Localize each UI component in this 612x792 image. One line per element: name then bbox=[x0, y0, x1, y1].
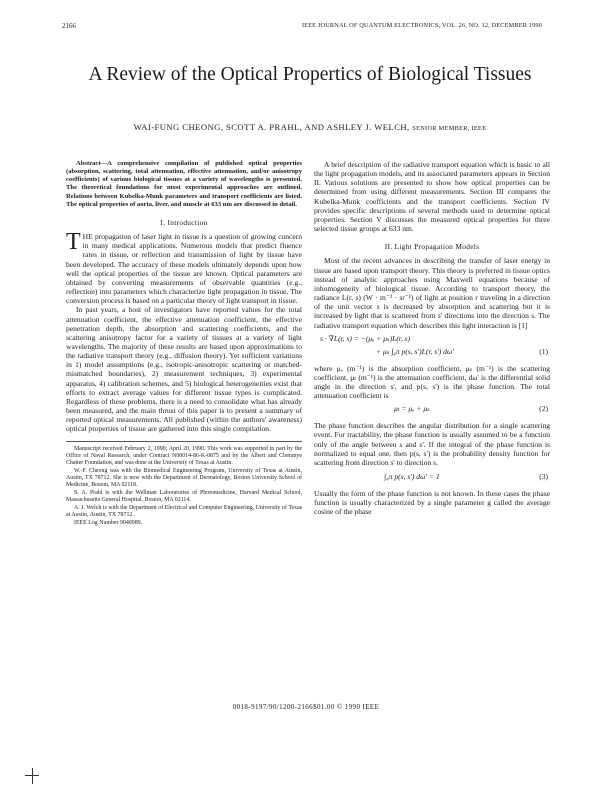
footnote-welch: A. J. Welch is with the Department of Electrical and Computer Engineering, University of Texas at Austin, Austin, TX 78712. bbox=[66, 505, 302, 519]
journal-running-header: IEEE JOURNAL OF QUANTUM ELECTRONICS, VOL. 26, NO. 12, DECEMBER 1990 bbox=[301, 22, 542, 29]
footnotes bbox=[66, 441, 302, 528]
drop-cap: T bbox=[66, 229, 81, 256]
footnote-manuscript: Manuscript received February 2, 1990; April 20, 1990. This work was supported in part by the Office of Naval Research, under Contract N00014-86-K-0875 and by the Albert and Clemmye Chatter Foundation, and was done at the University of Texas at Austin. bbox=[66, 445, 302, 466]
page-number: 2166 bbox=[62, 22, 76, 30]
coefficients-paragraph: where μₐ (m⁻¹) is the absorption coefficient, μₛ (m⁻¹) is the scattering coefficient, μₜ (m⁻¹) is the attenuation coefficient, dω' is the differential solid angle in the direction s', and p(s, s') is the phase function. The total attenuation coefficient is bbox=[314, 363, 550, 401]
overview-paragraph: A brief description of the radiative transport equation which is basic to all the light propagation models, and its associated parameters appears in Section II. Various solutions are presented to show how optical properties can be determined from using different measurements. Section III compares the Kubelka-Munk coefficients and the transport coefficients. Section IV provides specific descriptions of several methods used to determine optical properties. Section V discusses the measured optical properties for three selected tissue groups at 633 nm. bbox=[314, 160, 550, 234]
equation-3-number: (3) bbox=[539, 472, 548, 482]
equation-1-number: (1) bbox=[539, 346, 548, 356]
author-names: WAI-FUNG CHEONG, SCOTT A. PRAHL, AND ASHLEY J. WELCH, bbox=[133, 122, 410, 132]
footnote-cheong: W.-F. Cheong was with the Biomedical Engineering Program, University of Texas at Austin, Austin, TX 78712. She is now with the Department of Dermatology, Boston University School of Medicine, Boston, MA 02118. bbox=[66, 467, 302, 488]
equation-2-number: (2) bbox=[539, 404, 548, 414]
equation-3-body: ∫₄π p(s, s') dω' = 1 bbox=[384, 472, 440, 482]
section-heading-light-propagation: II. Light Propagation Models bbox=[384, 242, 480, 252]
right-column bbox=[314, 160, 550, 517]
equation-1 bbox=[314, 334, 550, 360]
left-column bbox=[66, 160, 302, 529]
intro-paragraph-1 bbox=[66, 229, 302, 306]
section-heading-introduction: I. Introduction bbox=[160, 217, 208, 227]
equation-1-lhs: s · ∇L(r, s) = −(μₐ + μₛ)L(r, s) bbox=[320, 333, 411, 343]
copyright-line: 0018-9197/90/1200-2166$01.00 © 1990 IEEE bbox=[232, 703, 380, 711]
intro-paragraph-2: In past years, a host of investigators have reported values for the total attenuation coefficient, the effective attenuation coefficient, the effective penetration depth, the absorption and scattering coefficients, and the scattering anisotropy factor for a variety of tissues at a variety of light wavelengths. The majority of these results are based upon approximations to the radiative transport theory (e.g., diffusion theory). Yet sufficient variations in 1) model assumptions (e.g., isotropic-anisotropic scattering or matched-mismatched boundaries), 2) measurement techniques, 3) experimental apparatus, 4) calibration schemes, and 5) biological heterogeneities exist that efforts to extract average values for different tissue types is complicated. Regardless of these problems, there is a need to consolidate what has already been measured, and the main thrust of this paper is to present a summary of reported optical measurements. All published (within the authors' awareness) optical properties of tissue are gathered into this single compilation. bbox=[66, 305, 302, 434]
abstract: Abstract—A comprehensive compilation of published optical properties (absorption, scattering, total attenuation, effective attenuation, and/or anisotropy coefficients) of various biological tissues at a variety of wavelengths is presented. The theoretical foundations for most experimental approaches are outlined. Relations between Kubelka-Munk parameters and transport coefficients are listed. The optical properties of aorta, liver, and muscle at 633 nm are discussed in detail. bbox=[66, 160, 302, 208]
equation-1-rhs: + μₛ ∫₄π p(s, s')L(r, s') dω' bbox=[376, 346, 454, 356]
author-line bbox=[60, 122, 560, 132]
intro-paragraph-1-text: HE propagation of laser light in tissue is a question of growing concern in many medical applications. Numerous models that predict fluence rates in tissue, or reflection and transmission of light by tissue have been developed. The accuracy of these models ultimately depends upon how well the optical properties of the tissue are known. Optical parameters are obtained by converting measurements of observable quantities (e.g., reflection) into parameters which characterize light propagation in tissue. The conversion process is based on a particular theory of light transport in tissue. bbox=[66, 232, 302, 306]
author-membership: SENIOR MEMBER, IEEE bbox=[412, 125, 487, 132]
equation-2 bbox=[314, 404, 550, 417]
phase-function-paragraph: The phase function describes the angular distribution for a single scattering event. For tractability, the phase function is usually assumed to be a function only of the angle between s and s'. If the integral of the phase function is normalized to equal one, then p(s, s') is the probability density function for scattering from direction s' to direction s. bbox=[314, 421, 550, 467]
crop-mark bbox=[32, 768, 39, 784]
transport-paragraph: Most of the recent advances in describing the transfer of laser energy in tissue are based upon transport theory. This theory is preferred in tissue optics instead of analytic approaches using Maxwell equations because of inhomogeneity of biological tissue. According to transport theory, the radiance L(r, s) (W · m⁻² · sr⁻¹) of light at position r traveling in a direction of the unit vector s is decreased by absorption and scattering but it is increased by light that is scattered from s' directions into the direction s. The radiative transport equation which describes this light interaction is [1] bbox=[314, 256, 550, 330]
anisotropy-paragraph: Usually the form of the phase function is not known. In these cases the phase function is usually characterized by a single parameter g called the average cosine of the phase bbox=[314, 489, 550, 517]
footnote-log-number: IEEE Log Number 9040989. bbox=[74, 520, 143, 527]
footnote-prahl: S. A. Prahl is with the Wellman Laboratories of Photomedicine, Harvard Medical School, Massachusetts General Hospital, Boston, MA 02114. bbox=[66, 490, 302, 504]
equation-3 bbox=[314, 471, 550, 485]
equation-2-body: μₜ = μₐ + μₛ bbox=[394, 404, 430, 414]
paper-title: A Review of the Optical Propertics of Biological Tissues bbox=[88, 64, 532, 85]
